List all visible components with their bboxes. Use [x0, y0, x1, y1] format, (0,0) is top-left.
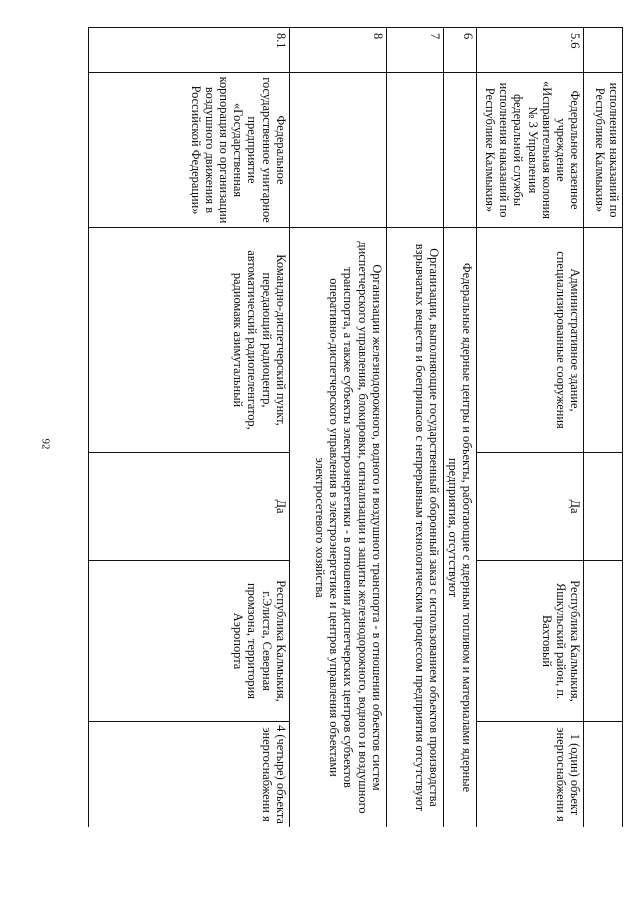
- organization-cell: Федеральное государственное унитарное предприятие «Государственная корпорация по организации воздушного движения в Российской Федерации»: [88, 73, 289, 228]
- flag-cell: Да: [88, 453, 289, 561]
- row-number: [584, 28, 623, 73]
- row-number: 8.1: [88, 28, 289, 73]
- empty-cell: [289, 73, 386, 228]
- count-cell: 1 (один) объект энергоснабжени я: [477, 722, 584, 828]
- count-cell: [584, 722, 623, 828]
- row-number: 8: [289, 28, 386, 73]
- table-viewport: [88, 27, 623, 827]
- address-cell: [584, 561, 623, 722]
- table-row: [289, 28, 386, 828]
- table-row: [584, 28, 623, 828]
- table-row: [443, 28, 476, 828]
- table-row: [477, 28, 584, 828]
- table-row: [386, 28, 443, 828]
- category-text: Организации железнодорожного, водного и воздушного транспорта - в отношении объектов систем диспетчерского управления, блокировки, сигнализации и защиты железнодорожного, водного и воздушного транспорта, а также субъекты электроэнергетики - в отношении диспетчерских центров субъектов оперативно-диспетчерского управления в электроэнергетике и центров управления объектами электросетевого хозяйства: [289, 228, 386, 828]
- flag-cell: Да: [477, 453, 584, 561]
- row-number: 5.6: [477, 28, 584, 73]
- object-cell: Командно-диспетчерский пункт, передающий радиоцентр, автоматический радиопеленгатор, радиомаяк азимутальный: [88, 228, 289, 453]
- flag-cell: [584, 453, 623, 561]
- organization-cell: исполнения наказаний по Республике Калмыкия»: [584, 73, 623, 228]
- category-text: Федеральные ядерные центры и объекты, работающие с ядерным топливом и материалами ядерные предприятия, отсутствуют: [443, 228, 476, 828]
- organization-cell: Федеральное казенное учреждение «Исправительная колония № 3 Управления федеральной службы исполнения наказаний по Республике Калмыкия»: [477, 73, 584, 228]
- objects-table: [88, 27, 623, 827]
- address-cell: Республика Калмыкия, г.Элиста, Северная промзона, территория Аэропорта: [88, 561, 289, 722]
- object-cell: Административное здание, специализированные сооружения: [477, 228, 584, 453]
- empty-cell: [443, 73, 476, 228]
- category-text: Организации, выполняющие государственный оборонный заказ с использованием объектов производства взрывчатых веществ и боеприпасов с непрерывным технологическим процессом предприятия отсутствуют: [386, 228, 443, 828]
- count-cell: 4 (четыре) объекта энергоснабжени я: [88, 722, 289, 828]
- page-number: 92: [39, 438, 52, 450]
- empty-cell: [386, 73, 443, 228]
- row-number: 7: [386, 28, 443, 73]
- object-cell: [584, 228, 623, 453]
- table-row: [88, 28, 289, 828]
- address-cell: Республика Калмыкия, Яшкульский район, п. Вахтовый: [477, 561, 584, 722]
- rotated-table-frame: [88, 27, 623, 827]
- row-number: 6: [443, 28, 476, 73]
